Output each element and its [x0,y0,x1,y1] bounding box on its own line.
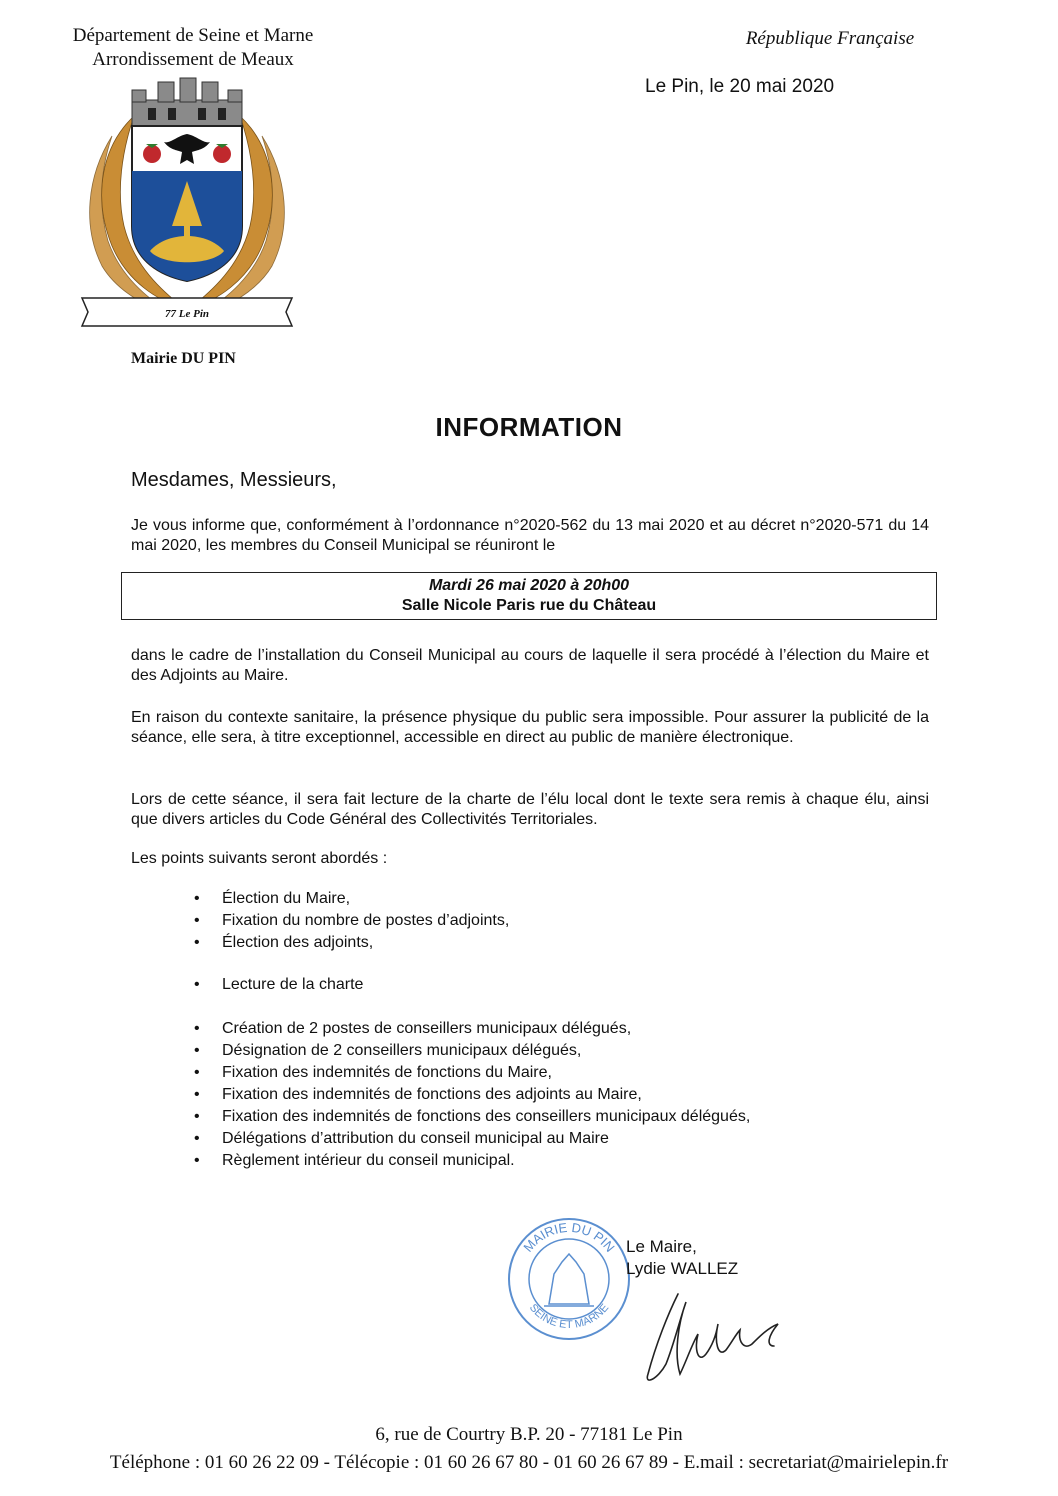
footer-address: 6, rue de Courtry B.P. 20 - 77181 Le Pin [375,1424,683,1445]
svg-text:MAIRIE DU PIN [520,1220,617,1255]
department-label: Département de Seine et Marne [72,25,314,46]
paragraph-1: dans le cadre de l’installation du Conseil Municipal au cours de laquelle il sera procédé à l’élection du Maire et des Adjoints au Maire. [131,647,929,684]
intro-paragraph: Je vous informe que, conformément à l’ordonnance n°2020-562 du 13 mai 2020 et au décret n°2020-571 du 14 mai 2020, les membres du Conseil Municipal se réuniront le [131,517,929,554]
list-item: • Fixation du nombre de postes d’adjoints, [194,912,510,929]
paragraph-3: Lors de cette séance, il sera fait lecture de la charte de l’élu local dont le texte sera remis à chaque élu, ainsi que divers articles du Code Général des Collectivités Territoriales. [131,791,929,828]
signatory-block [626,1236,738,1280]
list-item: • Désignation de 2 conseillers municipaux délégués, [194,1042,582,1059]
signatory-name: Lydie WALLEZ [626,1259,739,1278]
list-item: • Délégations d’attribution du conseil municipal au Maire [194,1130,609,1147]
paragraph-4: Les points suivants seront abordés : [131,850,388,867]
stamp-bottom-text: SEINE ET MARNE [526,1301,612,1332]
meeting-location: Salle Nicole Paris rue du Château [401,597,657,614]
agenda-list [194,0,922,1200]
crest-ribbon-text: 77 Le Pin [165,308,209,320]
official-stamp [504,1214,634,1344]
list-item: • Fixation des indemnités de fonctions des conseillers municipaux délégués, [194,1108,751,1125]
page-title: INFORMATION [435,412,623,442]
greeting: Mesdames, Messieurs, [131,469,337,491]
list-item: • Règlement intérieur du conseil municipal. [194,1152,515,1169]
republic-label: République Française [745,28,915,49]
list-item: • Lecture de la charte [194,976,364,993]
place-date: Le Pin, le 20 mai 2020 [645,76,835,97]
list-item: • Élection du Maire, [194,890,351,907]
mairie-label: Mairie DU PIN [131,350,236,367]
stamp-top-text: MAIRIE DU PIN [520,1219,618,1255]
meeting-datetime: Mardi 26 mai 2020 à 20h00 [428,577,630,594]
arrondissement-label: Arrondissement de Meaux [92,49,294,70]
signatory-role: Le Maire, [626,1237,697,1256]
paragraph-2: En raison du contexte sanitaire, la présence physique du public sera impossible. Pour assurer la publicité de la séance, elle sera, à titre exceptionnel, accessible en direct au public de manière électronique. [131,709,929,746]
list-item: • Fixation des indemnités de fonctions des adjoints au Maire, [194,1086,642,1103]
footer-contact: Téléphone : 01 60 26 22 09 - Télécopie : 01 60 26 67 80 - 01 60 26 67 89 - E.mail : secretariat@mairielepin.fr [109,1452,949,1473]
handwritten-signature [628,1284,788,1394]
list-item: • Fixation des indemnités de fonctions du Maire, [194,1064,552,1081]
list-item: • Élection des adjoints, [194,934,374,951]
list-item: • Création de 2 postes de conseillers municipaux délégués, [194,1020,632,1037]
